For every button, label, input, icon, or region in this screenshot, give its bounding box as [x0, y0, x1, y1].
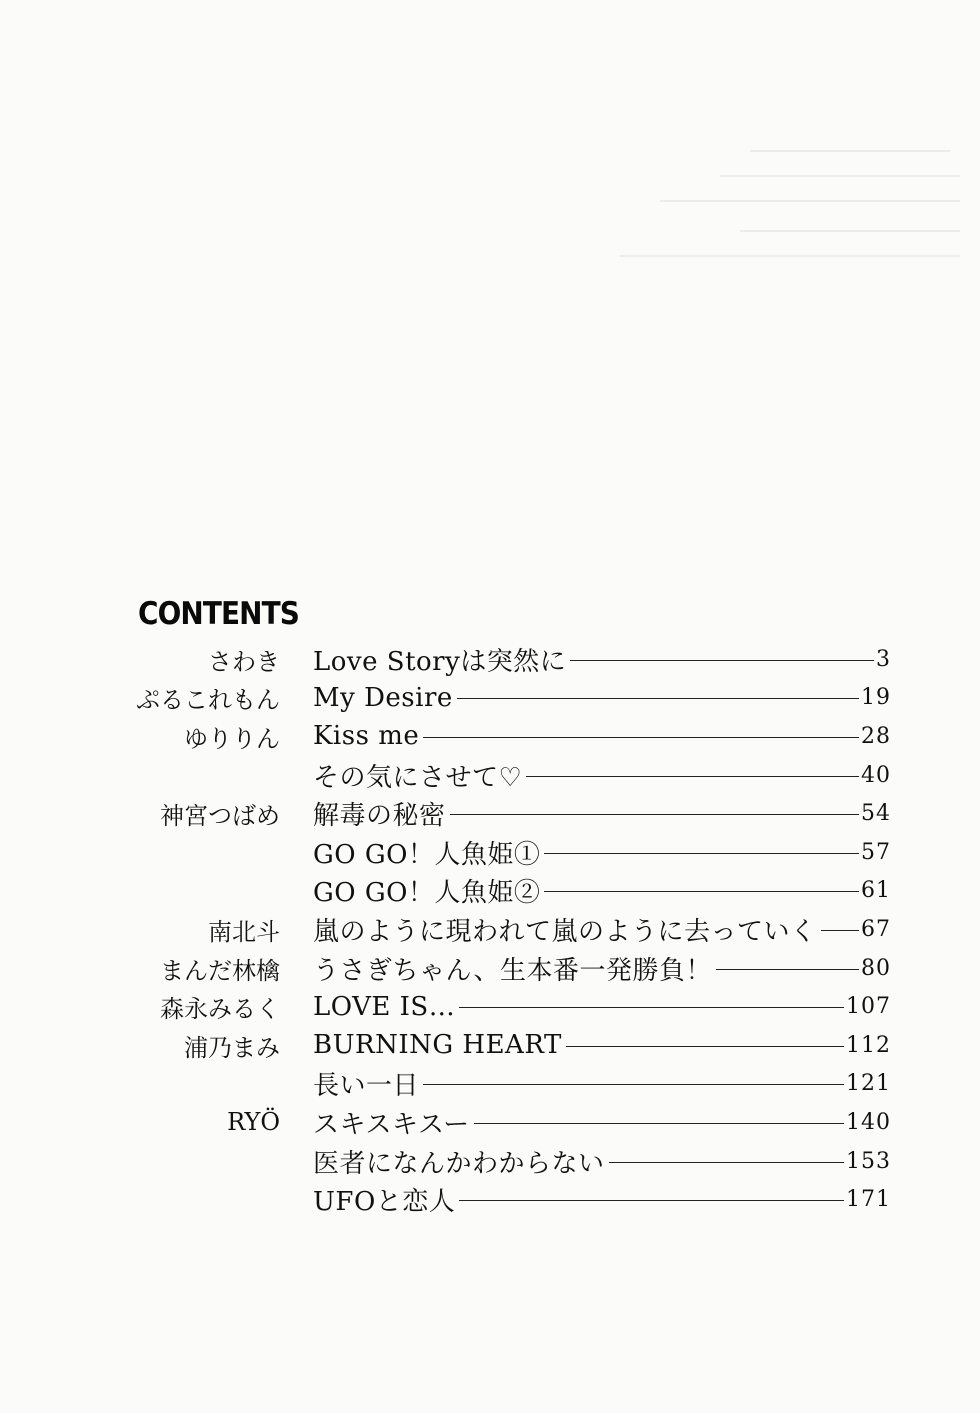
toc-row — [0, 640, 980, 679]
toc-leader-line — [423, 737, 859, 738]
toc-entry — [313, 872, 891, 909]
toc-title: UFOと恋人 — [313, 1187, 456, 1218]
toc-author: ゆりりん — [184, 724, 280, 753]
toc-title: BURNING HEART — [313, 1030, 562, 1061]
toc-row — [0, 717, 980, 756]
toc-entry — [313, 834, 891, 871]
toc-entry — [313, 721, 891, 751]
toc-entry — [313, 1030, 891, 1060]
toc-leader-line — [609, 1162, 844, 1163]
toc-page-number: 61 — [861, 878, 891, 904]
toc-entry — [313, 950, 891, 987]
toc-entry — [313, 683, 891, 713]
toc-author: 神宮つばめ — [160, 802, 280, 831]
toc-author: 南北斗 — [208, 917, 280, 946]
toc-title: Kiss me — [313, 721, 420, 752]
toc-leader-line — [716, 969, 859, 970]
toc-row — [0, 756, 980, 795]
toc-title: GO GO！人魚姫① — [313, 839, 541, 870]
toc-row — [0, 910, 980, 949]
toc-page-number: 3 — [876, 646, 891, 672]
toc-title: GO GO！人魚姫② — [313, 878, 541, 909]
toc-page-number: 19 — [861, 685, 891, 711]
toc-row — [0, 794, 980, 833]
bleed-through-background — [600, 90, 970, 410]
toc-row — [0, 872, 980, 911]
toc-title: Love Storyは突然に — [313, 646, 567, 677]
toc-entry — [313, 641, 891, 678]
toc-title: LOVE IS… — [313, 991, 456, 1022]
toc-row — [0, 1103, 980, 1142]
toc-page-number: 40 — [861, 762, 891, 788]
toc-page-number: 153 — [846, 1148, 891, 1174]
toc-page-number: 112 — [846, 1032, 891, 1058]
toc-page-number: 28 — [861, 723, 891, 749]
toc-row — [0, 1026, 980, 1065]
toc-title: スキスキスー — [313, 1109, 470, 1140]
toc-row — [0, 679, 980, 718]
toc-title: My Desire — [313, 682, 453, 713]
toc-page-number: 57 — [861, 839, 891, 865]
toc-row — [0, 987, 980, 1026]
toc-leader-line — [450, 814, 859, 815]
toc-entry — [313, 911, 891, 948]
toc-author: 浦乃まみ — [184, 1033, 280, 1062]
toc-row — [0, 1065, 980, 1104]
toc-title: うさぎちゃん、生本番一発勝負！ — [313, 955, 713, 986]
toc-leader-line — [544, 853, 859, 854]
toc-leader-line — [526, 776, 859, 777]
toc-title: 長い一日 — [313, 1071, 420, 1102]
toc-author: まんだ林檎 — [160, 956, 280, 985]
toc-leader-line — [544, 891, 859, 892]
toc-entry — [313, 992, 891, 1022]
toc-entry — [313, 795, 891, 832]
toc-leader-line — [459, 1200, 844, 1201]
toc-page-number: 140 — [846, 1109, 891, 1135]
toc-leader-line — [457, 698, 859, 699]
toc-author: さわき — [208, 647, 280, 676]
toc-entry — [313, 1065, 891, 1102]
toc-row — [0, 1142, 980, 1181]
toc-leader-line — [821, 930, 859, 931]
toc-leader-line — [570, 660, 874, 661]
toc-leader-line — [459, 1007, 844, 1008]
contents-heading: CONTENTS — [138, 596, 299, 632]
toc-row — [0, 1180, 980, 1219]
table-of-contents — [0, 640, 980, 1219]
toc-entry — [313, 1143, 891, 1180]
toc-page-number: 121 — [846, 1071, 891, 1097]
toc-leader-line — [423, 1084, 844, 1085]
toc-row — [0, 949, 980, 988]
toc-page-number: 80 — [861, 955, 891, 981]
toc-page-number: 171 — [846, 1187, 891, 1213]
toc-page-number: 54 — [861, 801, 891, 827]
toc-title: 医者になんかわからない — [313, 1148, 605, 1179]
toc-title: 嵐のように現われて嵐のように去っていく — [313, 916, 817, 947]
toc-title: 解毒の秘密 — [313, 801, 446, 832]
toc-entry — [313, 1104, 891, 1141]
toc-entry — [313, 1181, 891, 1218]
toc-author: ぷるこれもん — [136, 686, 280, 715]
toc-row — [0, 833, 980, 872]
toc-title: その気にさせて♡ — [313, 762, 523, 793]
toc-page-number: 67 — [861, 916, 891, 942]
toc-leader-line — [474, 1123, 844, 1124]
toc-author: RYÖ — [227, 1108, 280, 1137]
toc-leader-line — [566, 1046, 844, 1047]
toc-entry — [313, 757, 891, 794]
toc-page-number: 107 — [846, 994, 891, 1020]
toc-author: 森永みるく — [160, 995, 280, 1024]
